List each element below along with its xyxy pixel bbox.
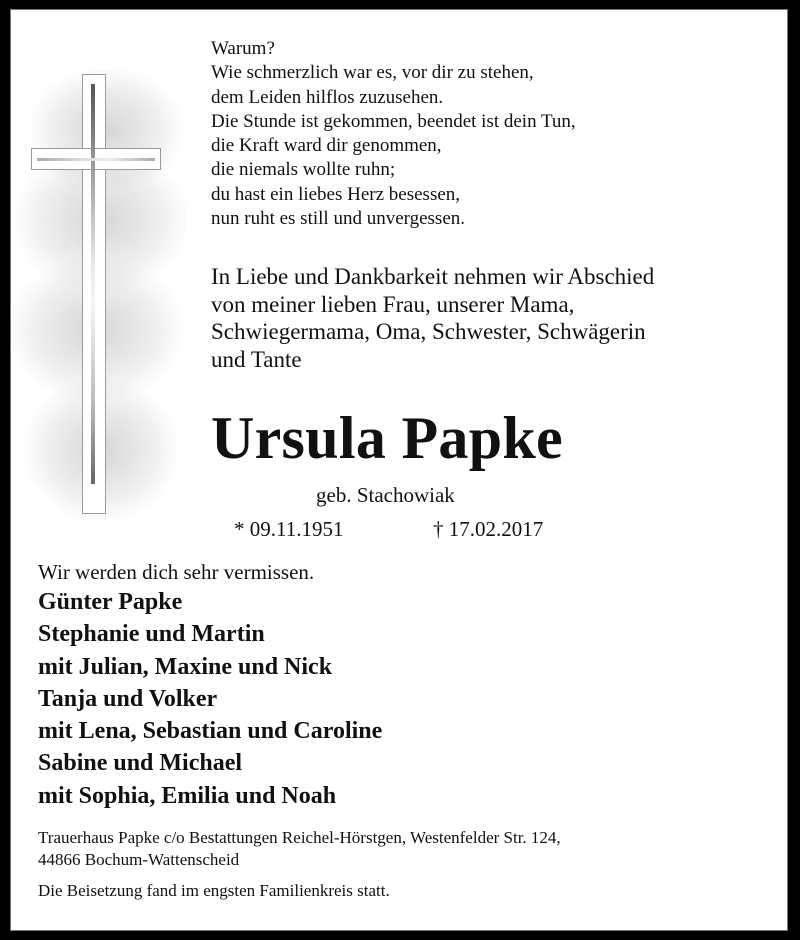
address-line: 44866 Bochum-Wattenscheid xyxy=(38,850,240,869)
obituary-notice xyxy=(10,9,788,931)
mourner: Günter Papke xyxy=(38,589,183,615)
poem-line: dem Leiden hilflos zuzusehen. xyxy=(211,86,444,108)
mourners-lead: Wir werden dich sehr vermissen. xyxy=(38,560,315,584)
poem-line: du hast ein liebes Herz besessen, xyxy=(211,183,461,205)
farewell-intro xyxy=(211,263,654,373)
mourners-list xyxy=(38,558,382,812)
address-line: Trauerhaus Papke c/o Bestattungen Reichel-Hörstgen, Westenfelder Str. 124, xyxy=(38,828,561,847)
poem-line: Die Stunde ist gekommen, beendet ist dein Tun, xyxy=(211,110,576,132)
birth-date: * 09.11.1951 xyxy=(234,517,344,541)
life-dates xyxy=(234,515,544,543)
intro-line: von meiner lieben Frau, unserer Mama, xyxy=(211,291,575,317)
mourner: mit Julian, Maxine und Nick xyxy=(38,653,333,680)
poem-line: Warum? xyxy=(211,38,275,59)
burial-note: Die Beisetzung fand im engsten Familienkreis statt. xyxy=(38,881,390,900)
cross-icon xyxy=(11,10,211,550)
mourner: mit Lena, Sebastian und Caroline xyxy=(38,718,383,745)
mourner: Sabine und Michael xyxy=(38,750,243,777)
mourner: mit Sophia, Emilia und Noah xyxy=(38,782,337,809)
poem-line: nun ruht es still und unvergessen. xyxy=(211,208,466,230)
intro-line: In Liebe und Dankbarkeit nehmen wir Abschied xyxy=(211,264,655,289)
poem xyxy=(211,37,576,231)
footer xyxy=(38,827,561,902)
poem-line: die niemals wollte ruhn; xyxy=(211,159,396,181)
poem-line: Wie schmerzlich war es, vor dir zu stehen, xyxy=(211,62,534,84)
maiden-name: geb. Stachowiak xyxy=(316,483,455,507)
mourner: Tanja und Volker xyxy=(38,685,218,712)
intro-line: Schwiegermama, Oma, Schwester, Schwägerin xyxy=(211,319,646,344)
mourner: Stephanie und Martin xyxy=(38,621,265,648)
death-date: † 17.02.2017 xyxy=(433,517,544,541)
deceased-name: Ursula Papke xyxy=(211,405,563,471)
poem-line: die Kraft ward dir genommen, xyxy=(211,135,442,157)
intro-line: und Tante xyxy=(211,346,302,372)
